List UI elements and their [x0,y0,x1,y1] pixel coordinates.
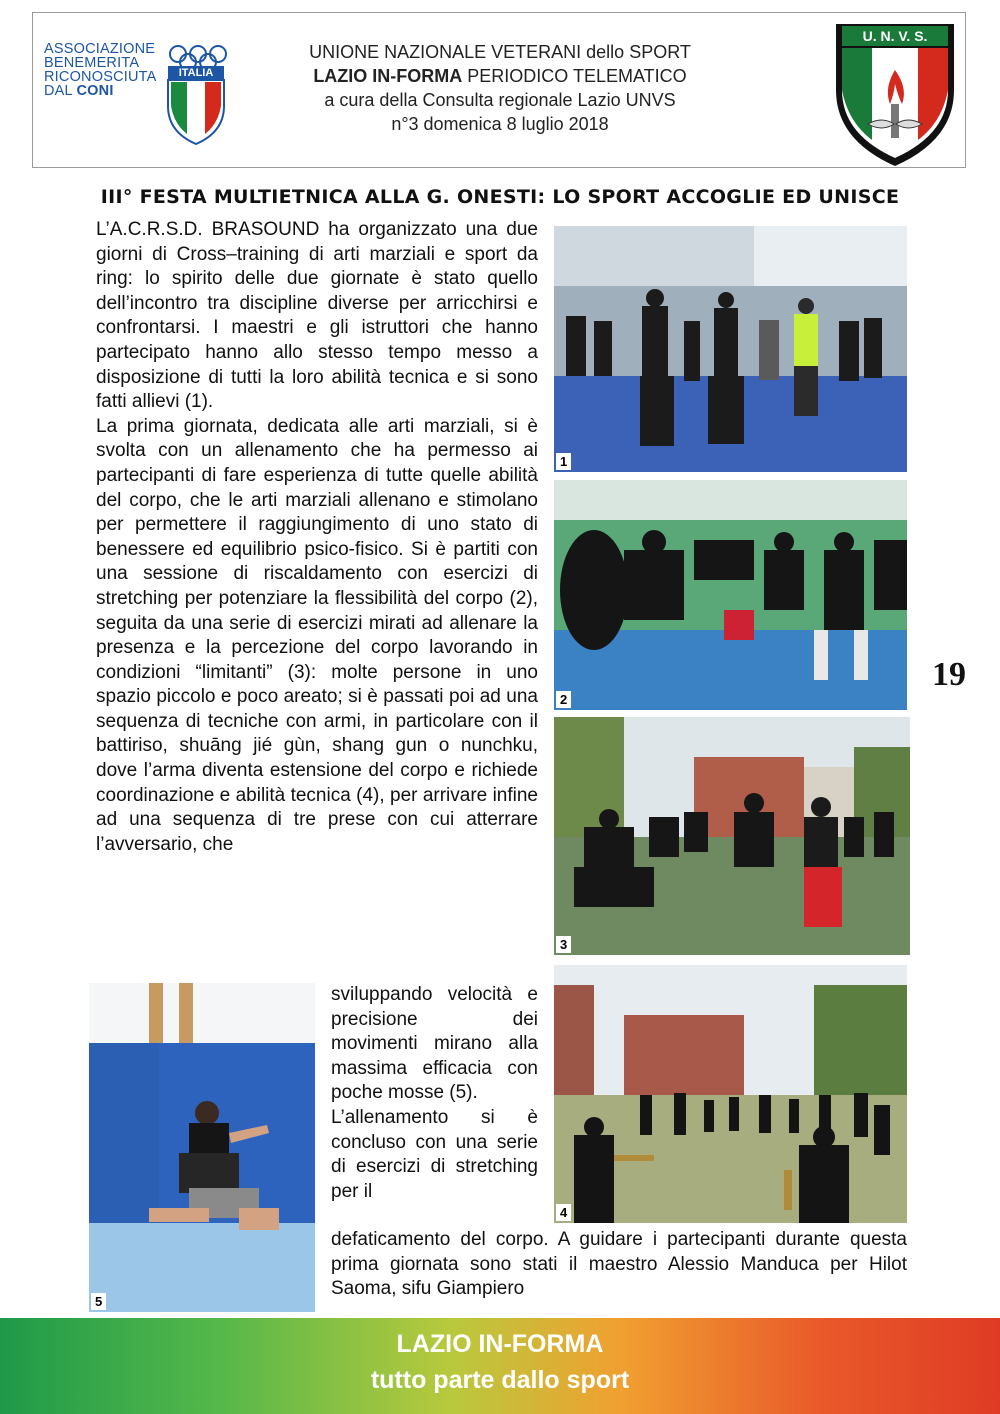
photo-5-number: 5 [91,1293,106,1310]
article-column-narrow [331,983,538,1204]
footer-text [0,1326,1000,1398]
page-number: 19 [932,656,966,693]
photo-2-number: 2 [556,691,571,708]
footer-line-1: LAZIO IN-FORMA [396,1330,604,1358]
paragraph-5: defaticamento del corpo. A guidare i partecipanti durante questa prima giornata sono stati il maestro Alessio Manduca per Hilot Saoma, sifu Giampiero [331,1229,907,1300]
paragraph-2: La prima giornata, dedicata alle arti marziali, si è svolta con un allenamento che ha permesso ai partecipanti di fare esperienza di tutte quelle abilità del corpo, che le arti marziali allenano e stimolano per permettere il raggiungimento di uno stato di benessere ed equilibrio psico-fisico. Si è partiti con una sessione di riscaldamento con esercizi di stretching per potenziare la flessibilità del corpo (2), seguita da una serie di esercizi mirati ad allenare la presenza e la percezione del corpo lavorando in condizioni “limitanti” (3): molte persone in uno spazio piccolo e poco areato; si è passati poi ad una sequenza di tecniche con armi, in particolare con il battiriso, shuāng jié gùn, shang gun o nunchku, dove l’arma diventa estensione del corpo e richiede coordinazione e abilità tecnica (4), per arrivare infine ad una sequenza di tre prese con cui atterrare l’avversario, che [96,415,538,855]
photo-1-indoor-training [554,226,907,472]
coni-line-1: ASSOCIAZIONE [44,41,156,57]
header-line-4: n°3 domenica 8 luglio 2018 [391,114,609,134]
photo-1-number: 1 [556,453,571,470]
photo-2-stretching [554,480,907,710]
article-column-bottom [331,1228,907,1302]
photo-5-takedown [89,983,315,1312]
article-title: III° FESTA MULTIETNICA ALLA G. ONESTI: LO SPORT ACCOGLIE ED UNISCE [100,186,900,208]
italia-shield-icon [166,66,226,146]
photo-4-number: 4 [556,1204,571,1221]
paragraph-1: L’A.C.R.S.D. BRASOUND ha organizzato una due giorni di Cross–training di arti marziali e sport da ring: lo spirito delle due giornate è stato quello dell’incontro tra discipline diverse per arricchirsi e confrontarsi. I maestri e gli istruttori che hanno partecipato hanno allo stesso tempo messo a disposizione di tutti la loro abilità tecnica e si sono fatti allievi (1). [96,219,538,413]
coni-line-3: RICONOSCIUTA [44,69,157,85]
photo-4-weapons-training [554,965,907,1223]
article-column-main [96,218,538,857]
paragraph-4: L’allenamento si è concluso con una serie di esercizi di stretching per il [331,1106,538,1202]
header-line-2: LAZIO IN-FORMA PERIODICO TELEMATICO [313,66,687,86]
coni-line-2: BENEMERITA [44,55,140,71]
coni-line-4: DAL CONI [44,83,114,99]
footer-line-2: tutto parte dallo sport [370,1366,630,1394]
header-line-1: UNIONE NAZIONALE VETERANI dello SPORT [309,42,691,62]
header-line-3: a cura della Consulta regionale Lazio UNVS [324,90,676,110]
coni-logo-text [44,42,169,98]
unvs-shield-icon [832,20,958,168]
header-title-block [270,40,730,136]
paragraph-3: sviluppando velocità e precisione dei movimenti mirano alla massima efficacia con poche mosse (5). [331,984,538,1104]
italia-label: ITALIA [178,67,214,79]
photo-3-outdoor-exercise [554,717,910,955]
photo-3-number: 3 [556,936,571,953]
unvs-label: U. N. V. S. [862,28,928,44]
